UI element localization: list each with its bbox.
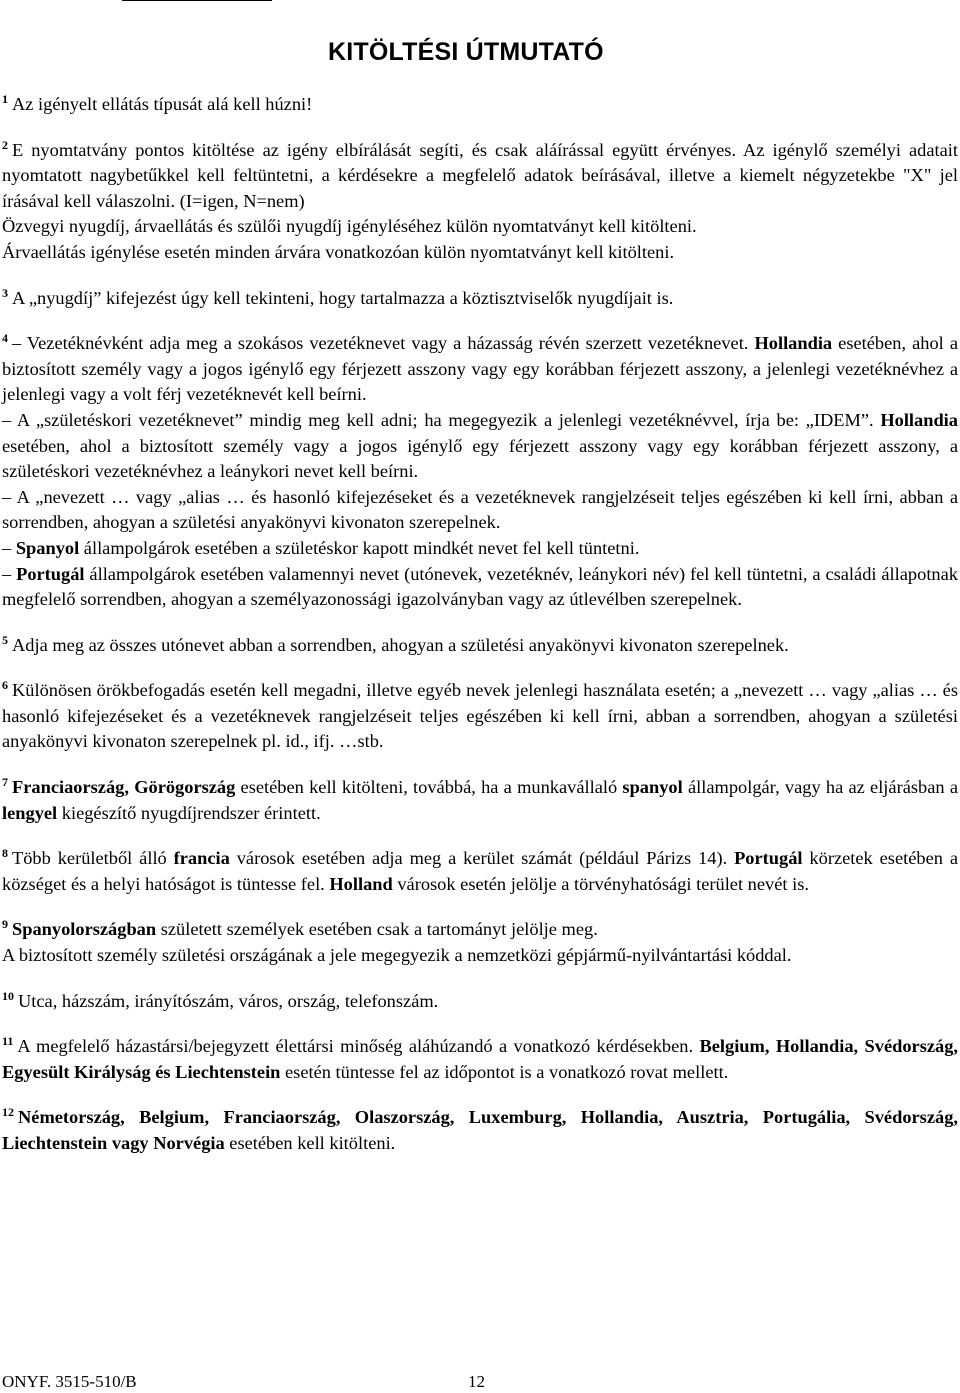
note-4-birth-name: – A „születéskori vezetéknevet” mindig meg kell adni; ha megegyezik a jelenlegi vezetéknévvel, írja be: „IDEM”. Hollandia esetében, ahol a biztosított személy vagy a jogos igénylő egy férjezett asszony vagy egy korábban férjezett asszony, a születéskori vezetéknévhez a leánykori nevet kell beírni. bbox=[2, 409, 958, 482]
note-6: $^6$ Különösen örökbefogadás esetén kell megadni, illetve egyéb nevek jelenlegi használata esetén; a „nevezett … vagy „alias … és hasonló kifejezéseket és a vezetéknevek rangjelzéseit teljes egészében ki kell írni, abban a sorrendben, ahogyan a születési anyakönyvi kivonaton szerepelnek pl. id., ifj. …stb. bbox=[2, 678, 958, 752]
note-12: $^{12}$ Németország, Belgium, Franciaország, Olaszország, Luxemburg, Hollandia, Ausztria, Portugália, Svédország, Liechtenstein vagy Norvégia esetében kell kitölteni. bbox=[2, 1105, 958, 1153]
note-2-line-3: Árvaellátás igénylése esetén minden árvára vonatkozóan külön nyomtatványt kell kitölteni. bbox=[2, 241, 675, 262]
note-9-line-2: A biztosított személy születési országának a jele megegyezik a nemzetközi gépjármű-nyilvántartási kóddal. bbox=[2, 945, 792, 966]
note-5: $^5$ Adja meg az összes utónevet abban a sorrendben, ahogyan a születési anyakönyvi kivonaton szerepelnek. bbox=[2, 632, 789, 655]
notes-list bbox=[2, 92, 958, 1157]
page-title: KITÖLTÉSI ÚTMUTATÓ bbox=[328, 38, 604, 66]
note-1: $^1$ Az igényelt ellátás típusát alá kell húzni! bbox=[2, 92, 313, 114]
note-2: $^2$ E nyomtatvány pontos kitöltése az igény elbírálását segíti, és csak aláírással együtt érvényes. Az igénylő személyi adatait nyomtatott nagybetűkkel kell feltüntetni, a kérdésekre a megfelelő adatok beírásával, illetve a kiemelt négyzetekbe "X" jel írásával kell válaszolni. (I=igen, N=nem) bbox=[2, 137, 958, 211]
note-4-spanish: – Spanyol állampolgárok esetében a születéskor kapott mindkét nevet fel kell tüntetni. bbox=[2, 537, 640, 558]
page-number: 12 bbox=[468, 1372, 485, 1391]
note-9: $^9$ Spanyolországban született személyek esetében csak a tartományt jelölje meg. bbox=[2, 917, 598, 940]
note-7: $^7$ Franciaország, Görögország esetében kell kitölteni, továbbá, ha a munkavállaló spanyol állampolgár, vagy ha az eljárásban a lengyel kiegészítő nyugdíjrendszer érintett. bbox=[2, 775, 958, 823]
note-3: $^3$ A „nyugdíj” kifejezést úgy kell tekinteni, hogy tartalmazza a köztisztviselők nyugdíjait is. bbox=[2, 285, 674, 308]
form-code: ONYF. 3515-510/B bbox=[2, 1372, 137, 1391]
note-4-portuguese: – Portugál állampolgárok esetében valamennyi nevet (utónevek, vezetéknév, leánykori név) fel kell tüntetni, a családi állapotnak megfelelő sorrendben, ahogyan a személyazonossági igazolványban vagy az útlevélben szerepelnek. bbox=[2, 563, 958, 610]
note-11: $^{11}$ A megfelelő házastársi/bejegyzett élettársi minőség aláhúzandó a vonatkozó kérdésekben. Belgium, Hollandia, Svédország, Egyesült Királyság és Liechtenstein esetén tüntesse fel az időpontot is a vonatkozó rovat mellett. bbox=[2, 1034, 959, 1082]
note-4-alias: – A „nevezett … vagy „alias … és hasonló kifejezéseket és a vezetéknevek rangjelzéseit teljes egészében ki kell írni, abban a sorrendben, ahogyan a születési anyakönyvi kivonaton szerepelnek. bbox=[2, 486, 958, 533]
note-2-line-2: Özvegyi nyugdíj, árvaellátás és szülői nyugdíj igényléséhez külön nyomtatványt kell kitölteni. bbox=[2, 216, 697, 237]
note-8: $^8$ Több kerületből álló francia városok esetében adja meg a kerület számát (például Párizs 14). Portugál körzetek esetében a községet és a helyi hatóságot is tüntesse fel. Holland városok esetén jelölje a törvényhatósági terület nevét is. bbox=[2, 846, 958, 894]
note-10: $^{10}$ Utca, házszám, irányítószám, város, ország, telefonszám. bbox=[2, 988, 439, 1011]
note-4: $^4$ – Vezetéknévként adja meg a szokásos vezetéknevet vagy a házasság révén szerzett vezetéknevet. Hollandia esetében, ahol a biztosított személy vagy a jogos igénylő egy férjezett asszony vagy egy korábban férjezett asszony, a jelenlegi vezetéknévhez a jelenlegi vagy a volt férj vezetéknevét kell beírni. bbox=[2, 331, 958, 405]
top-rule-divider bbox=[122, 0, 272, 1]
